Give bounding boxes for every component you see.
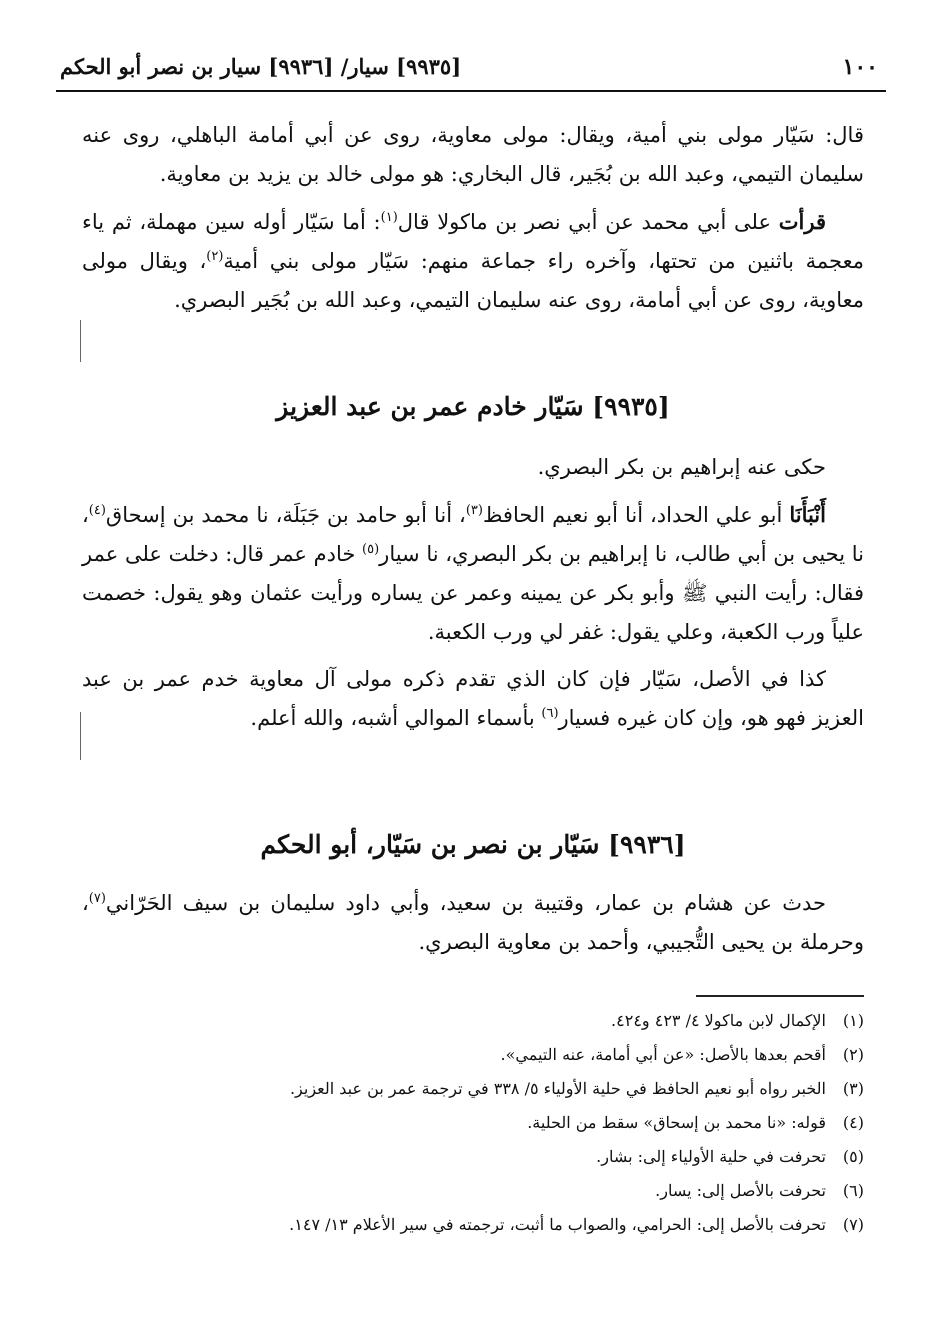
footnote-number: (٢) xyxy=(842,1045,864,1064)
footnote-ref[interactable]: (٥) xyxy=(362,542,380,557)
footnote-text: الخبر رواه أبو نعيم الحافظ في حلية الأولياء ٥/ ٣٣٨ في ترجمة عمر بن عبد العزيز. xyxy=(289,1079,826,1098)
footnote-item xyxy=(90,1140,864,1174)
footnote-text: أقحم بعدها بالأصل: «عن أبي أمامة، عنه التيمي». xyxy=(500,1045,826,1064)
footnote-item xyxy=(90,1208,864,1242)
margin-mark xyxy=(80,712,81,760)
text-run: حدث عن هشام بن عمار، وقتيبة بن سعيد، وأبي داود سليمان بن سيف الحَرّاني xyxy=(105,891,826,915)
text-run: ، نا يحيى بن أبي طالب، نا إبراهيم بن بكر البصري، نا سيار xyxy=(82,503,864,566)
footnote-text: تحرفت بالأصل إلى: يسار. xyxy=(655,1181,826,1200)
footnote-ref[interactable]: (٦) xyxy=(541,706,559,721)
page-header xyxy=(56,52,886,92)
text-run: ، وحرملة بن يحيى التُّجيبي، وأحمد بن معاوية البصري. xyxy=(82,891,864,954)
text-run: خادم عمر قال: دخلت على عمر فقال: رأيت النبي ﷺ وأبو بكر عن يمينه وعمر عن يساره ورأيت عثمان وهو يقول: خصمت علياً ورب الكعبة، وعلي يقول: غفر لي ورب الكعبة. xyxy=(82,542,864,644)
intro-section xyxy=(82,116,864,320)
lead-word: قرأت xyxy=(778,209,826,234)
text-run: على أبي محمد عن أبي نصر بن ماكولا قال xyxy=(397,210,779,234)
footnote-ref[interactable]: (١) xyxy=(380,210,398,225)
footnote-text: الإكمال لابن ماكولا ٤/ ٤٢٣ و٤٢٤. xyxy=(611,1011,826,1030)
text-run: : أما سَيّار أوله سين مهملة، ثم ياء معجمة باثنين من تحتها، وآخره راء جماعة منهم: سَيّار مولى بني أمية xyxy=(82,210,864,273)
footnote-ref[interactable]: (٧) xyxy=(88,891,106,906)
footnote-ref[interactable]: (٢) xyxy=(206,249,224,264)
footnote-number: (٥) xyxy=(842,1147,864,1166)
footnote-text: تحرفت بالأصل إلى: الحرامي، والصواب ما أثبت، ترجمته في سير الأعلام ١٣/ ١٤٧. xyxy=(289,1215,826,1234)
entry-title-9936: [٩٩٣٦] سَيّار بن نصر بن سَيّار، أبو الحكم xyxy=(260,830,686,859)
entry-9935-paragraph-3 xyxy=(82,660,864,738)
page-number: ١٠٠ xyxy=(842,54,878,80)
entry-9936-section xyxy=(82,884,864,962)
footnote-number: (٣) xyxy=(842,1079,864,1098)
footnote-text: تحرفت في حلية الأولياء إلى: بشار. xyxy=(596,1147,826,1166)
entry-title-9935: [٩٩٣٥] سَيّار خادم عمر بن عبد العزيز xyxy=(276,392,670,421)
lead-word: أَنْبَأَنَا xyxy=(789,502,826,527)
text-run: كذا في الأصل، سَيّار فإن كان الذي تقدم ذكره مولى آل معاوية خدم عمر بن عبد العزيز فهو هو، وإن كان غيره فسيار xyxy=(82,667,864,730)
intro-paragraph-2 xyxy=(82,202,864,320)
entry-9935-paragraph-2 xyxy=(82,495,864,652)
footnote-separator xyxy=(696,995,864,997)
entry-9936-paragraph-1 xyxy=(82,884,864,962)
footnote-number: (٦) xyxy=(842,1181,864,1200)
footnotes-list xyxy=(90,1004,864,1242)
footnote-number: (١) xyxy=(842,1011,864,1030)
footnote-item xyxy=(90,1174,864,1208)
text-run: ، أنا أبو حامد بن جَبَلَة، نا محمد بن إسحاق xyxy=(105,503,466,527)
header-rule xyxy=(56,90,886,92)
footnote-ref[interactable]: (٤) xyxy=(88,503,106,518)
intro-paragraph-1: قال: سَيّار مولى بني أمية، ويقال: مولى معاوية، روى عن أبي أمامة الباهلي، روى عنه سليمان التيمي، وعبد الله بن بُجَير، قال البخاري: هو مولى خالد بن يزيد بن معاوية. xyxy=(82,123,864,186)
margin-mark xyxy=(80,320,81,362)
footnote-number: (٤) xyxy=(842,1113,864,1132)
footnote-item xyxy=(90,1004,864,1038)
footnote-ref[interactable]: (٣) xyxy=(465,503,483,518)
footnote-number: (٧) xyxy=(842,1215,864,1234)
entry-9935-section xyxy=(82,448,864,738)
text-run: بأسماء الموالي أشبه، والله أعلم. xyxy=(250,706,542,730)
running-title: [٩٩٣٥] سيار/ [٩٩٣٦] سيار بن نصر أبو الحكم xyxy=(60,54,462,79)
footnote-item xyxy=(90,1038,864,1072)
footnote-item xyxy=(90,1072,864,1106)
footnote-text: قوله: «نا محمد بن إسحاق» سقط من الحلية. xyxy=(527,1113,826,1132)
entry-9935-paragraph-1: حكى عنه إبراهيم بن بكر البصري. xyxy=(537,455,826,479)
footnote-item xyxy=(90,1106,864,1140)
text-run: أبو علي الحداد، أنا أبو نعيم الحافظ xyxy=(482,503,790,527)
text-run: ، ويقال مولى معاوية، روى عن أبي أمامة، روى عنه سليمان التيمي، وعبد الله بن بُجَير البصري. xyxy=(82,249,864,312)
